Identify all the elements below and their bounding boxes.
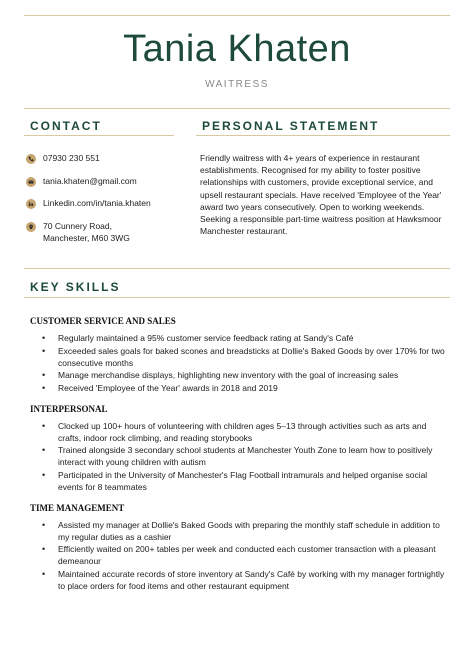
- phone-icon: [26, 154, 36, 164]
- location-icon: [26, 222, 36, 232]
- contact-address: [26, 220, 186, 245]
- skill-group-interpersonal: [30, 404, 450, 493]
- contact-email-text: tania.khaten@gmail.com: [43, 175, 137, 186]
- candidate-name: Tania Khaten: [123, 28, 351, 70]
- skill-group-customer-service: [30, 316, 450, 394]
- header-divider: [24, 108, 450, 109]
- contact-phone-text: 07930 230 551: [43, 153, 100, 163]
- list-item: • Manage merchandise displays, highlighting new inventory with the goal of increasing sales: [42, 369, 450, 381]
- personal-statement-text: Friendly waitress with 4+ years of experience in restaurant establishments. Recognised for my ability to foster positive relationships with customers, provide exceptional service, and upsell restaurant specials. Have received 'Employee of the Year' award two years consecutively. Open to working weekends. Seeking a responsible part-time waitress position at Hawksmoor Manchester restaurant.: [200, 153, 442, 237]
- skills-area: [30, 316, 450, 602]
- list-item: • Clocked up 100+ hours of volunteering with children ages 5–13 through activities such as arts and crafts, indoor rock climbing, and reading storybooks: [42, 420, 450, 444]
- contact-address-text: 70 Cunnery Road, Manchester, M60 3WG: [43, 220, 130, 243]
- contact-phone[interactable]: [26, 152, 186, 165]
- list-item: • Maintained accurate records of store inventory at Sandy's Café by working with my manager fortnightly to place orders for food items and other restaurant equipment: [42, 568, 450, 592]
- linkedin-icon: [26, 199, 36, 209]
- contact-list: [26, 152, 186, 255]
- top-divider: [24, 15, 450, 16]
- statement-heading-underline: [196, 135, 450, 136]
- list-item: • Efficiently waited on 200+ tables per week and conducted each customer transaction with a pleasant demeanour: [42, 543, 450, 567]
- skill-group-title: CUSTOMER SERVICE AND SALES: [30, 316, 176, 326]
- contact-heading-underline: [24, 135, 174, 136]
- skill-group-time-management: [30, 503, 450, 592]
- list-item: • Participated in the University of Manchester's Flag Football intramurals and helped organise social events for 8 teammates: [42, 469, 450, 493]
- contact-linkedin-text: Linkedin.com/in/tania.khaten: [43, 198, 151, 208]
- job-title: WAITRESS: [205, 79, 269, 90]
- email-icon: [26, 177, 36, 187]
- contact-linkedin[interactable]: [26, 197, 186, 210]
- list-item: • Received 'Employee of the Year' awards in 2018 and 2019: [42, 382, 450, 394]
- contact-heading: CONTACT: [30, 119, 102, 133]
- statement-heading: PERSONAL STATEMENT: [202, 119, 380, 133]
- list-item: • Assisted my manager at Dollie's Baked Goods with preparing the monthly staff schedule in addition to my regular duties as a cashier: [42, 519, 450, 543]
- list-item: • Regularly maintained a 95% customer service feedback rating at Sandy's Café: [42, 332, 450, 344]
- skill-group-title: TIME MANAGEMENT: [30, 502, 125, 513]
- skills-top-divider: [24, 268, 450, 269]
- skills-heading-underline: [24, 297, 450, 298]
- contact-email[interactable]: [26, 175, 186, 188]
- list-item: • Exceeded sales goals for baked scones and breadsticks at Dollie's Baked Goods by over 170% for two consecutive months: [42, 345, 450, 369]
- skills-heading: KEY SKILLS: [30, 280, 121, 294]
- skill-group-title: INTERPERSONAL: [30, 403, 108, 414]
- list-item: • Trained alongside 3 secondary school students at Manchester Youth Zone to learn how to positively interact with young children with autism: [42, 444, 450, 468]
